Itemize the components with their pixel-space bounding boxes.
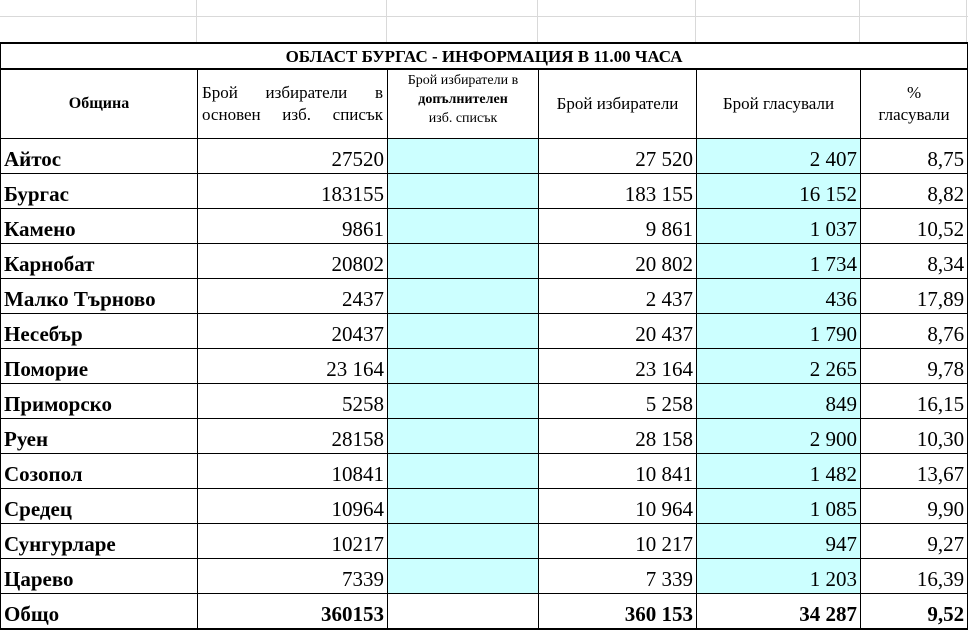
- voted-count: 947: [697, 524, 861, 559]
- voted-count: 2 265: [697, 349, 861, 384]
- main-list-count: 183155: [198, 174, 388, 209]
- main-list-count: 10841: [198, 454, 388, 489]
- municipality-name: Средец: [1, 489, 198, 524]
- voted-percent: 9,27: [861, 524, 968, 559]
- voted-count: 1 037: [697, 209, 861, 244]
- header-main-list: Брой избиратели в основен изб. списък: [198, 69, 388, 139]
- municipality-name: Карнобат: [1, 244, 198, 279]
- spreadsheet-gridlines: [0, 0, 968, 42]
- voters-count: 9 861: [539, 209, 697, 244]
- voted-count: 2 407: [697, 139, 861, 174]
- header-percent-label: гласували: [878, 105, 950, 124]
- additional-list-count: [388, 349, 539, 384]
- voted-percent: 8,82: [861, 174, 968, 209]
- voted-percent: 8,75: [861, 139, 968, 174]
- header-voters: Брой избиратели: [539, 69, 697, 139]
- table-title: ОБЛАСТ БУРГАС - ИНФОРМАЦИЯ В 11.00 ЧАСА: [1, 43, 968, 69]
- main-list-count: 28158: [198, 419, 388, 454]
- header-percent-sign: %: [906, 82, 922, 102]
- main-list-count: 5258: [198, 384, 388, 419]
- voted-count: 1 482: [697, 454, 861, 489]
- voted-count: 1 790: [697, 314, 861, 349]
- municipality-name: Бургас: [1, 174, 198, 209]
- voted-percent: 16,39: [861, 559, 968, 594]
- header-percent: [861, 69, 968, 139]
- total-percent: 9,52: [861, 594, 968, 630]
- voted-count: 2 900: [697, 419, 861, 454]
- header-additional-bold: допълнителен: [418, 91, 508, 107]
- voted-count: 1 203: [697, 559, 861, 594]
- election-table: [0, 42, 968, 630]
- main-list-count: 2437: [198, 279, 388, 314]
- voted-percent: 9,90: [861, 489, 968, 524]
- header-municipality: Община: [1, 69, 198, 139]
- voted-percent: 8,34: [861, 244, 968, 279]
- additional-list-count: [388, 244, 539, 279]
- gridline: [386, 0, 387, 42]
- voters-count: 2 437: [539, 279, 697, 314]
- voters-count: 7 339: [539, 559, 697, 594]
- municipality-name: Сунгурларе: [1, 524, 198, 559]
- voted-count: 849: [697, 384, 861, 419]
- total-label: Общо: [1, 594, 198, 630]
- main-list-count: 20802: [198, 244, 388, 279]
- table-row: [1, 559, 968, 594]
- total-voters: 360 153: [539, 594, 697, 630]
- municipality-name: Айтос: [1, 139, 198, 174]
- gridline: [695, 0, 696, 42]
- table-row: [1, 279, 968, 314]
- voted-percent: 10,52: [861, 209, 968, 244]
- main-list-count: 20437: [198, 314, 388, 349]
- voters-count: 10 841: [539, 454, 697, 489]
- table-row: [1, 314, 968, 349]
- main-list-count: 10217: [198, 524, 388, 559]
- municipality-name: Малко Търново: [1, 279, 198, 314]
- voters-count: 10 964: [539, 489, 697, 524]
- voted-percent: 10,30: [861, 419, 968, 454]
- table-row: [1, 244, 968, 279]
- voted-percent: 17,89: [861, 279, 968, 314]
- additional-list-count: [388, 314, 539, 349]
- header-additional-line1: Брой избиратели в: [407, 73, 519, 88]
- header-additional-line3: изб. списък: [428, 110, 498, 126]
- voted-count: 16 152: [697, 174, 861, 209]
- voters-count: 10 217: [539, 524, 697, 559]
- gridline: [196, 0, 197, 42]
- additional-list-count: [388, 174, 539, 209]
- municipality-name: Несебър: [1, 314, 198, 349]
- voted-percent: 8,76: [861, 314, 968, 349]
- table-row: [1, 384, 968, 419]
- voters-count: 20 802: [539, 244, 697, 279]
- municipality-name: Созопол: [1, 454, 198, 489]
- gridline: [537, 0, 538, 42]
- voters-count: 28 158: [539, 419, 697, 454]
- main-list-count: 10964: [198, 489, 388, 524]
- table-row: [1, 524, 968, 559]
- additional-list-count: [388, 454, 539, 489]
- table-row: [1, 209, 968, 244]
- table-row: [1, 454, 968, 489]
- municipality-name: Царево: [1, 559, 198, 594]
- total-voted: 34 287: [697, 594, 861, 630]
- municipality-name: Приморско: [1, 384, 198, 419]
- table-row: [1, 419, 968, 454]
- additional-list-count: [388, 139, 539, 174]
- gridline: [859, 0, 860, 42]
- voted-count: 1 734: [697, 244, 861, 279]
- table-row: [1, 349, 968, 384]
- voters-count: 5 258: [539, 384, 697, 419]
- header-additional-list: [388, 69, 539, 139]
- voted-percent: 9,78: [861, 349, 968, 384]
- total-row: [1, 594, 968, 630]
- additional-list-count: [388, 209, 539, 244]
- main-list-count: 27520: [198, 139, 388, 174]
- voted-count: 1 085: [697, 489, 861, 524]
- additional-list-count: [388, 489, 539, 524]
- main-list-count: 9861: [198, 209, 388, 244]
- voted-percent: 16,15: [861, 384, 968, 419]
- additional-list-count: [388, 559, 539, 594]
- additional-list-count: [388, 384, 539, 419]
- voters-count: 183 155: [539, 174, 697, 209]
- municipality-name: Руен: [1, 419, 198, 454]
- voters-count: 20 437: [539, 314, 697, 349]
- table-row: [1, 489, 968, 524]
- voters-count: 23 164: [539, 349, 697, 384]
- gridline: [966, 0, 967, 42]
- additional-list-count: [388, 279, 539, 314]
- gridline: [0, 16, 968, 17]
- municipality-name: Поморие: [1, 349, 198, 384]
- total-additional-list: [388, 594, 539, 630]
- municipality-name: Камено: [1, 209, 198, 244]
- table-row: [1, 139, 968, 174]
- header-voted: Брой гласували: [697, 69, 861, 139]
- total-main-list: 360153: [198, 594, 388, 630]
- additional-list-count: [388, 419, 539, 454]
- voted-count: 436: [697, 279, 861, 314]
- header-additional-line2: [391, 91, 535, 110]
- voted-percent: 13,67: [861, 454, 968, 489]
- table-row: [1, 174, 968, 209]
- main-list-count: 7339: [198, 559, 388, 594]
- voters-count: 27 520: [539, 139, 697, 174]
- additional-list-count: [388, 524, 539, 559]
- main-list-count: 23 164: [198, 349, 388, 384]
